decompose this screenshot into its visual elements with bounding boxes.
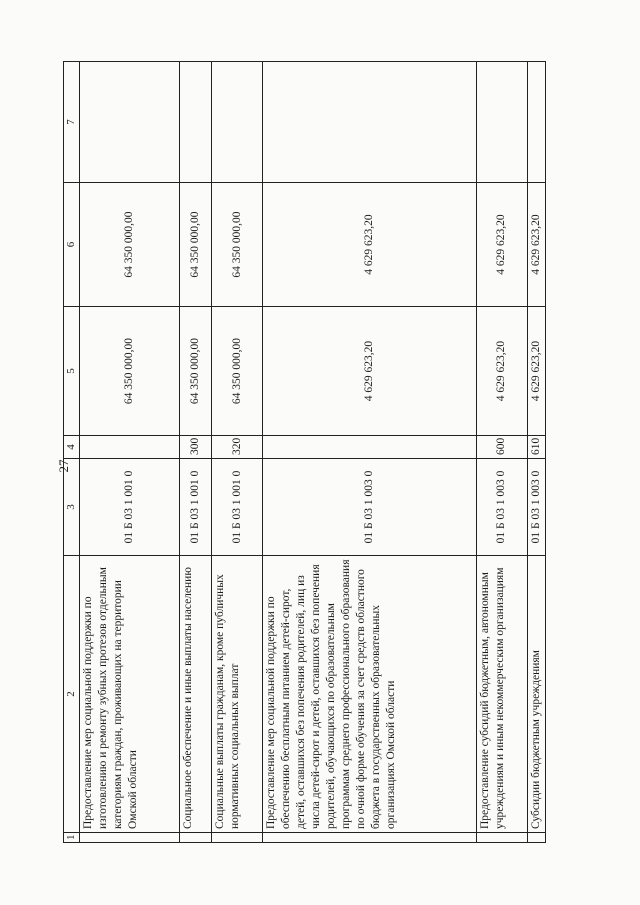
cell-code: 01 Б 03 1 001 0	[179, 459, 212, 556]
cell-name: Социальное обеспечение и иные выплаты населению	[179, 556, 212, 833]
budget-table	[63, 62, 546, 843]
cell-type: 600	[476, 436, 527, 459]
cell-index	[212, 833, 263, 843]
cell-index	[80, 833, 180, 843]
cell-code: 01 Б 03 1 001 0	[80, 459, 180, 556]
cell-type	[263, 436, 477, 459]
cell-name: Социальные выплаты гражданам, кроме публичных нормативных социальных выплат	[212, 556, 263, 833]
cell-code: 01 Б 03 1 003 0	[527, 459, 545, 556]
budget-table-grid	[63, 61, 546, 843]
header-cell: 6	[64, 183, 80, 307]
cell-index	[263, 833, 477, 843]
cell-index	[476, 833, 527, 843]
cell-value-5: 64 350 000,00	[212, 307, 263, 436]
header-cell: 3	[64, 459, 80, 556]
cell-index	[527, 833, 545, 843]
cell-value-6: 64 350 000,00	[179, 183, 212, 307]
header-cell: 5	[64, 307, 80, 436]
cell-value-5: 64 350 000,00	[80, 307, 180, 436]
header-cell: 1	[64, 833, 80, 843]
cell-name: Предоставление субсидий бюджетным, автономным учреждениям и иным некоммерческим организациям	[476, 556, 527, 833]
cell-value-5: 4 629 623,20	[263, 307, 477, 436]
cell-type: 610	[527, 436, 545, 459]
cell-code: 01 Б 03 1 003 0	[476, 459, 527, 556]
table-row	[212, 62, 263, 843]
cell-value-5: 4 629 623,20	[527, 307, 545, 436]
cell-value-7	[476, 62, 527, 183]
cell-value-5: 4 629 623,20	[476, 307, 527, 436]
cell-value-7	[179, 62, 212, 183]
cell-code: 01 Б 03 1 003 0	[263, 459, 477, 556]
cell-value-6: 4 629 623,20	[476, 183, 527, 307]
cell-type	[80, 436, 180, 459]
cell-value-6: 64 350 000,00	[212, 183, 263, 307]
cell-type: 300	[179, 436, 212, 459]
cell-value-7	[212, 62, 263, 183]
table-row	[476, 62, 527, 843]
header-cell: 7	[64, 62, 80, 183]
table-row	[527, 62, 545, 843]
cell-value-7	[527, 62, 545, 183]
cell-name: Предоставление мер социальной поддержки по изготовлению и ремонту зубных протезов отдельным категориям граждан, проживающих на территории Омской области	[80, 556, 180, 833]
cell-name: Предоставление мер социальной поддержки по обеспечению бесплатным питанием детей-сирот, детей, оставшихся без попечения родителей, лиц из числа детей-сирот и детей, оставшихся без попечения родителей, обучающихся по образовательным программам среднего профессионального образования по очной форме обучения за счет средств областного бюджета в государственных образовательных организациях Омской области	[263, 556, 477, 833]
table-row	[263, 62, 477, 843]
header-row	[64, 62, 80, 843]
cell-value-6: 4 629 623,20	[527, 183, 545, 307]
cell-value-7	[80, 62, 180, 183]
header-cell: 2	[64, 556, 80, 833]
cell-name: Субсидии бюджетным учреждениям	[527, 556, 545, 833]
table-row	[179, 62, 212, 843]
cell-value-5: 64 350 000,00	[179, 307, 212, 436]
cell-index	[179, 833, 212, 843]
table-row	[80, 62, 180, 843]
cell-value-6: 4 629 623,20	[263, 183, 477, 307]
cell-value-7	[263, 62, 477, 183]
cell-type: 320	[212, 436, 263, 459]
header-cell: 4	[64, 436, 80, 459]
cell-value-6: 64 350 000,00	[80, 183, 180, 307]
cell-code: 01 Б 03 1 001 0	[212, 459, 263, 556]
